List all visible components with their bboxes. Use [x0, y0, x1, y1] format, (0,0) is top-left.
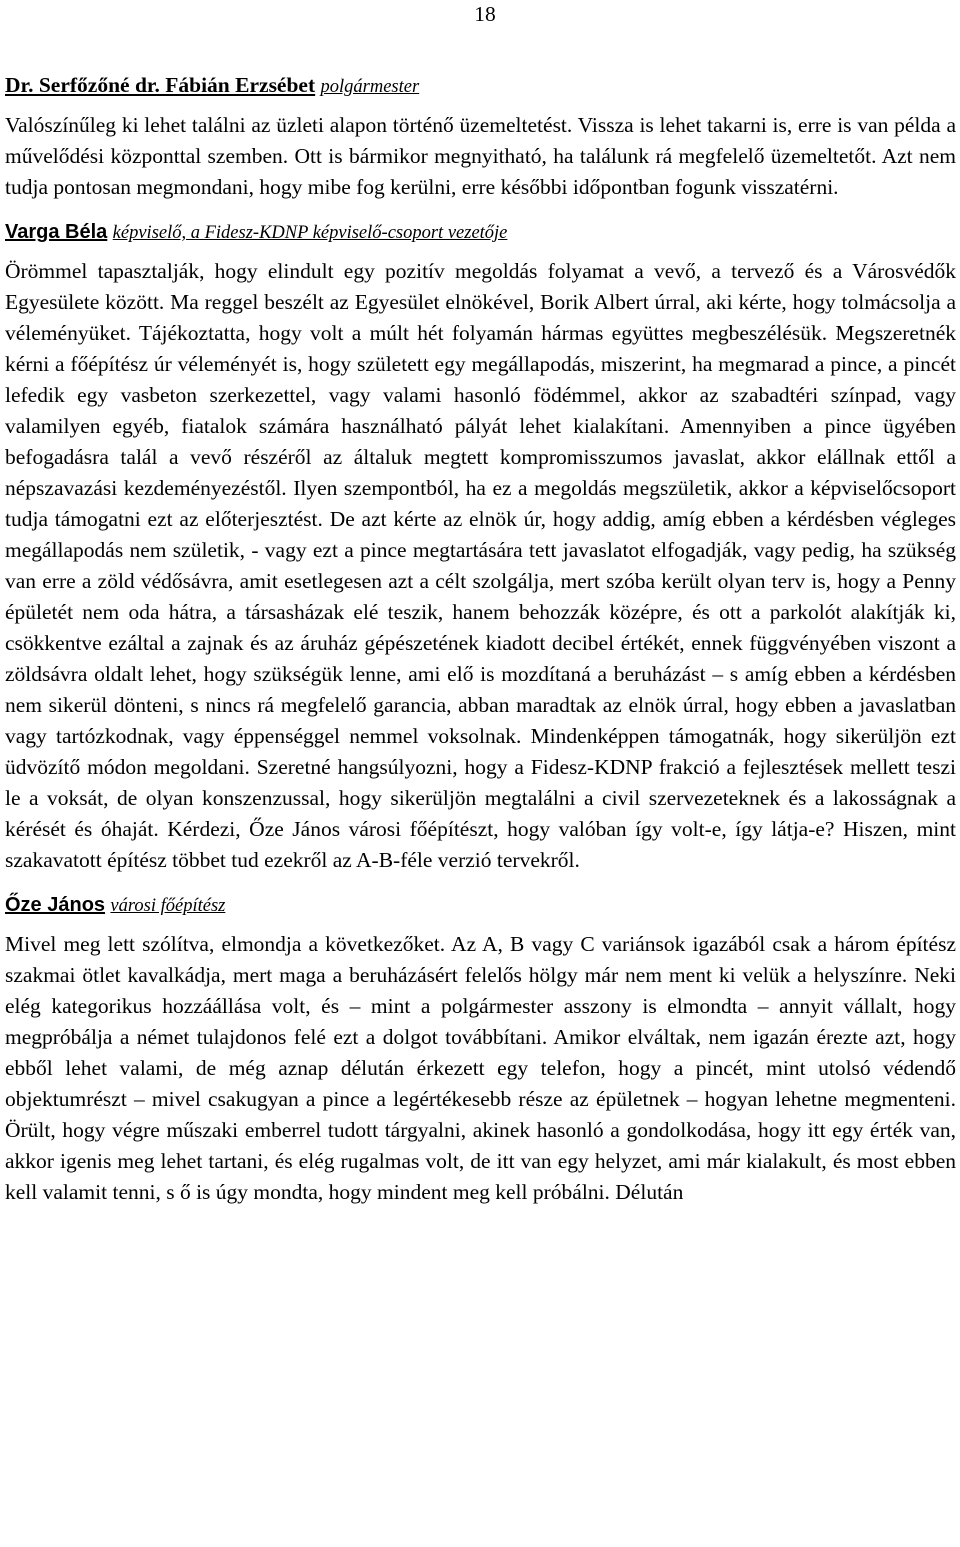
speech-paragraph: Mivel meg lett szólítva, elmondja a következőket. Az A, B vagy C variánsok igazából csak a három építész szakmai ötlet kavalkádja, mert maga a beruházásért felelős hölgy már nem ment ki velük a helyszínre. Neki elég kategorikus hozzáállása volt, és – mint a polgármester asszony is elmondta – annyit vállalt, hogy megpróbálja a német tulajdonos felé ezt a dolgot továbbítani. Amikor elváltak, nem igazán érezte azt, hogy ebből lehet valami, de még aznap délután érkezett egy telefon, hogy a pincét, mint utolsó védendő objektumrészt – mivel csakugyan a pince a legértékesebb része az épületnek – hogyan lehetne megmenteni. Örült, hogy végre műszaki emberrel tudott tárgyalni, akinek hasonló a gondolkodása, hogy itt egy érték van, akkor igenis meg lehet tartani, és elég rugalmas volt, de itt van egy helyzet, ami már kialakult, és most ebben kell valamit tenni, s ő is úgy mondta, hogy mindent meg kell próbálni. Délután	[5, 932, 956, 1204]
speaker-role: képviselő, a Fidesz-KDNP képviselő-csoport vezetője	[112, 223, 508, 243]
speaker-name: Dr. Serfőzőné dr. Fábián Erzsébet	[5, 73, 316, 97]
speech-paragraph: Örömmel tapasztalják, hogy elindult egy pozitív megoldás folyamat a vevő, a tervező és a Városvédők Egyesülete között. Ma reggel beszélt az Egyesület elnökével, Borik Albert úrral, aki kérte, hogy tolmácsolja a véleményüket. Tájékoztatta, hogy volt a múlt hét folyamán hármas együttes megbeszélésük. Megszeretnék kérni a főépítész úr véleményét is, hogy született egy megállapodás, miszerint, ha megmarad a pince, a pincét lefedik egy vasbeton szerkezettel, vagy valami hasonló födémmel, akkor az szabadtéri színpad, vagy valamilyen egyéb, fiatalok számára használható pályát lehet kialakítani. Amennyiben a pince ügyében befogadásra talál a vevő részéről az általuk megtett kompromisszumos javaslat, akkor elállnak ettől a népszavazási kezdeményezéstől. Ilyen szempontból, ha ez a megoldás megszületik, akkor a képviselőcsoport tudja támogatni ezt az előterjesztést. De azt kérte az elnök úr, hogy addig, amíg ebben a kérdésben végleges megállapodás nem születik, - vagy ezt a pince megtartására tett javaslatot elfogadják, vagy pedig, ha szükség van erre a zöld védősávra, amit esetlegesen azt a célt szolgálja, mert szóba került olyan terv is, hogy a Penny épületét nem oda hátra, a társasházak elé teszik, hanem behozzák középre, és ott a parkolót alakítják ki, csökkentve ezáltal a zajnak és az áruház gépészetének kiadott decibel értékét, ennek függvényében viszont a zöldsávra oldalt lehet, hogy szükségük lenne, ami elő is mozdítaná a beruházást – s amíg ebben a kérdésben nem sikerül dönteni, s nincs rá megfelelő garancia, abban maradtak az elnök úrral, hogy ebben a javaslatban vagy tartózkodnak, vagy éppenséggel nemmel voksolnak. Mindenképpen támogatnák, hogy sikerüljön ezt üdvözítő módon megoldani. Szeretné hangsúlyozni, hogy a Fidesz-KDNP frakció a fejlesztések mellett teszi le a voksát, de olyan konszenzussal, hogy sikerüljön megtalálni a civil szervezeteknek és a lakosságnak a kérését és óhaját. Kérdezi, Őze János városi főépítészt, hogy valóban így volt-e, így látja-e? Hiszen, mint szakavatott építész többet tud ezekről az A-B-féle verzió tervekről.	[5, 259, 956, 872]
speaker-role: városi főépítész	[110, 896, 226, 916]
speaker-name: Varga Béla	[5, 221, 108, 243]
page-number: 18	[474, 2, 496, 26]
speaker-role: polgármester	[320, 77, 420, 97]
speaker-heading-mayor	[5, 69, 956, 101]
speaker-heading-varga	[5, 215, 956, 247]
document-body	[5, 69, 956, 1208]
speaker-heading-oze	[5, 888, 956, 920]
speech-paragraph: Valószínűleg ki lehet találni az üzleti alapon történő üzemeltetést. Vissza is lehet takarni is, erre is van példa a művelődési központtal szemben. Ott is bármikor megnyitható, ha találunk rá megfelelő üzemeltetőt. Azt nem tudja pontosan megmondani, hogy mibe fog kerülni, erre későbbi időpontban fogunk visszatérni.	[5, 113, 956, 199]
speaker-name: Őze János	[5, 894, 106, 916]
